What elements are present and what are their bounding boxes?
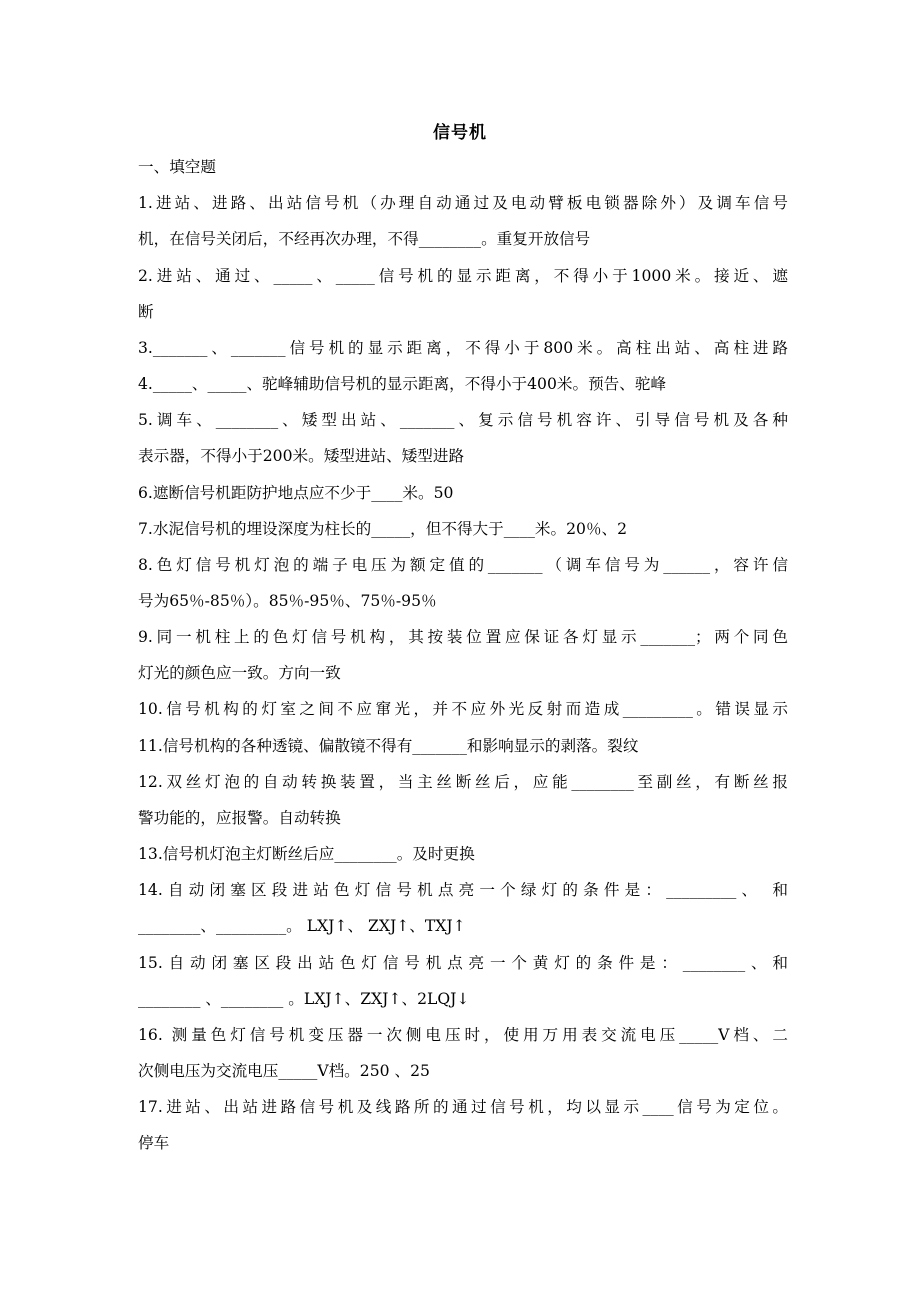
text-line: 断 — [138, 303, 154, 321]
text-line: 机，在信号关闭后，不经再次办理，不得________。重复开放信号 — [138, 230, 591, 248]
text-line: 15.自动闭塞区段出站色灯信号机点亮一个黄灯的条件是：________、和 — [138, 954, 788, 972]
text-line: 4._____、_____、驼峰辅助信号机的显示距离，不得小于400米。预告、驼峰 — [138, 375, 667, 393]
text-line: 13.信号机灯泡主灯断丝后应________。及时更换 — [138, 845, 475, 863]
text-line: 警功能的，应报警。自动转换 — [138, 809, 341, 827]
text-line: 17.进站、出站进路信号机及线路所的通过信号机，均以显示____信号为定位。 — [138, 1098, 788, 1116]
text-line: 2.进站、通过、_____、_____信号机的显示距离，不得小于1000米。接近、遮 — [138, 267, 788, 285]
text-line: 灯光的颜色应一致。方向一致 — [138, 664, 341, 682]
text-line: 8.色灯信号机灯泡的端子电压为额定值的_______（调车信号为______，容许信 — [138, 556, 788, 574]
text-line: 9.同一机柱上的色灯信号机构，其按装位置应保证各灯显示_______；两个同色 — [138, 628, 788, 646]
text-line: 次侧电压为交流电压_____V档。250 、25 — [138, 1062, 430, 1080]
text-line: 7.水泥信号机的埋设深度为柱长的_____，但不得大于____米。20％、2 — [138, 520, 628, 538]
text-line: 6.遮断信号机距防护地点应不少于____米。50 — [138, 484, 454, 502]
text-line: 11.信号机构的各种透镜、偏散镜不得有_______和影响显示的剥落。裂纹 — [138, 737, 639, 755]
text-line: 1.进站、进路、出站信号机（办理自动通过及电动臂板电锁器除外）及调车信号 — [138, 194, 788, 212]
section-heading: 一、填空题 — [138, 158, 216, 176]
text-line: ________、_________。 LXJ↑、 ZXJ↑、TXJ↑ — [138, 917, 466, 935]
text-line: 12.双丝灯泡的自动转换装置，当主丝断丝后，应能________至副丝，有断丝报 — [138, 773, 788, 791]
page-title: 信号机 — [433, 123, 487, 143]
text-line: 停车 — [138, 1134, 170, 1152]
text-line: 10.信号机构的灯室之间不应窜光，并不应外光反射而造成_________。错误显示 — [138, 700, 788, 718]
text-line: ________ 、________ 。LXJ↑、ZXJ↑、2LQJ↓ — [138, 990, 470, 1008]
text-line: 表示器，不得小于200米。矮型进站、矮型进路 — [138, 447, 465, 465]
text-line: 5.调车、________、矮型出站、_______、复示信号机容许、引导信号机及各种 — [138, 411, 788, 429]
text-line: 号为65％-85％）。85％-95％、75％-95％ — [138, 592, 437, 610]
text-line: 14.自动闭塞区段进站色灯信号机点亮一个绿灯的条件是：_________、 和 — [138, 881, 788, 899]
text-line: 16. 测量色灯信号机变压器一次侧电压时，使用万用表交流电压_____V档、二 — [138, 1026, 788, 1044]
text-line: 3._______、_______信号机的显示距离，不得小于800米。高柱出站、高柱进路 — [138, 339, 788, 357]
